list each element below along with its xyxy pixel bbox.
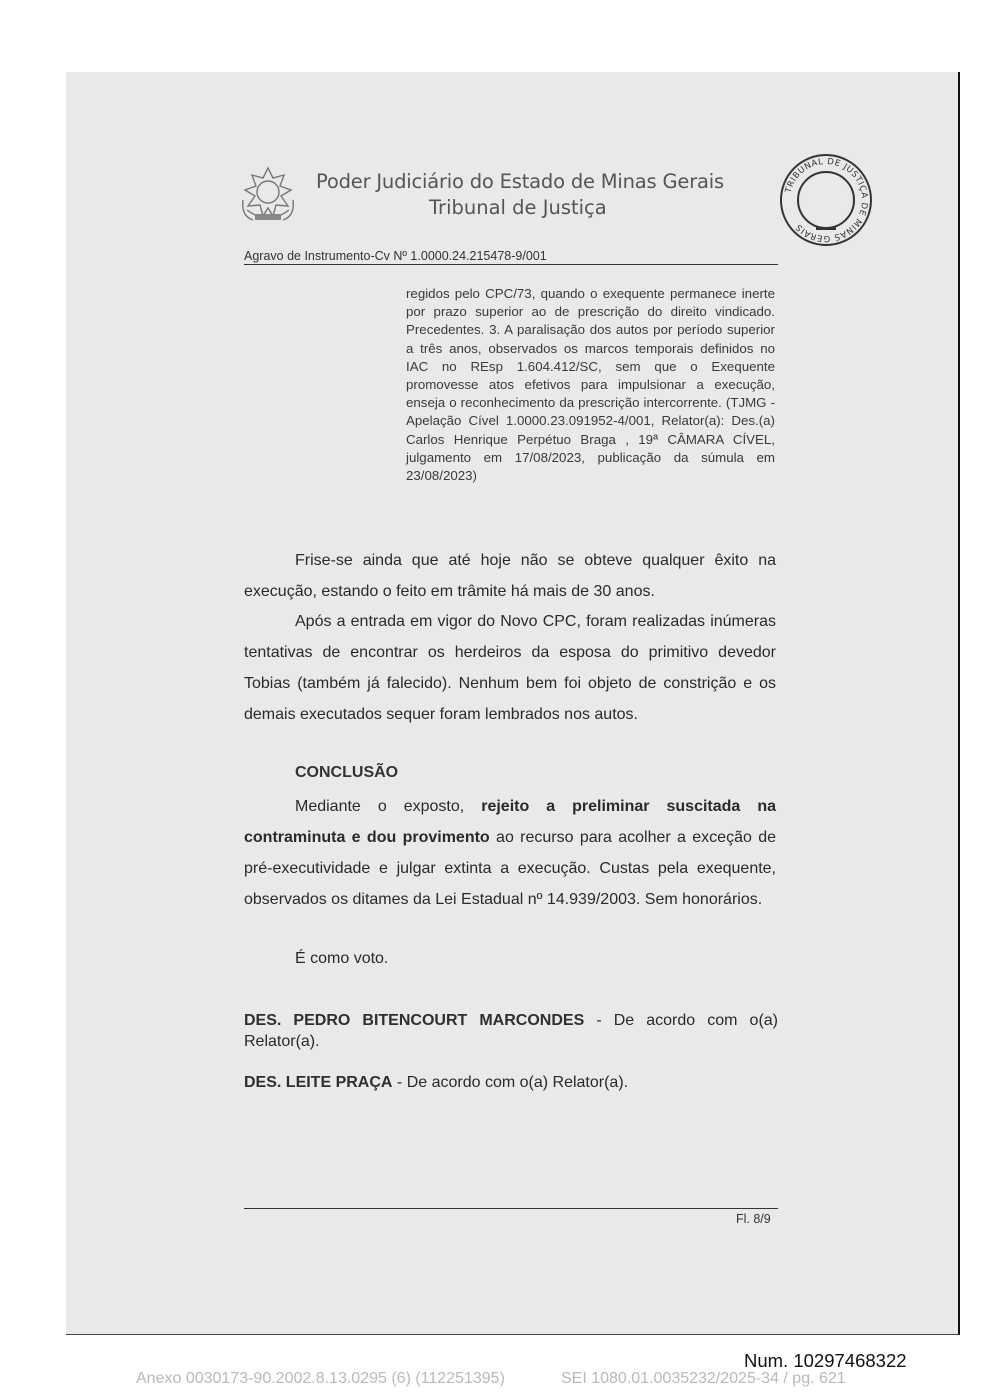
paragraph bbox=[244, 606, 776, 730]
judge-name: DES. PEDRO BITENCOURT MARCONDES bbox=[244, 1012, 585, 1029]
conclusion-paragraph bbox=[244, 791, 776, 915]
svg-text:TRIBUNAL DE JUSTIÇA DE MINAS G bbox=[784, 157, 870, 243]
vote-text: - De acordo com o(a) Relator(a). bbox=[392, 1074, 629, 1091]
seal-text: TRIBUNAL DE JUSTIÇA DE MINAS GERAIS bbox=[783, 156, 870, 244]
document-number: Num. 10297468322 bbox=[744, 1350, 907, 1371]
judge-name: DES. LEITE PRAÇA bbox=[244, 1074, 393, 1091]
process-number: Agravo de Instrumento-Cv Nº 1.0000.24.215478-9/001 bbox=[244, 249, 547, 263]
conclusion-intro: Mediante o exposto, bbox=[295, 798, 482, 815]
vote-text: - De acordo com o(a) Relator(a). bbox=[244, 1012, 779, 1050]
footer-divider bbox=[244, 1208, 778, 1209]
court-title: Poder Judiciário do Estado de Minas Gerais bbox=[316, 170, 724, 193]
page-number: Fl. 8/9 bbox=[736, 1212, 771, 1226]
jurisprudence-citation: regidos pelo CPC/73, quando o exequente permanece inerte por prazo superior ao de prescrição do direito vindicado. Precedentes. 3. A paralisação dos autos por período superior a três anos, observados os marcos temporais definidos no IAC no REsp 1.604.412/SC, sem que o Exequente promovesse atos efetivos para impulsionar a execução, enseja o reconhecimento da prescrição intercorrente. (TJMG - Apelação Cível 1.0000.23.091952-4/001, Relator(a): Des.(a) Carlos Henrique Perpétuo Braga , 19ª CÂMARA CÍVEL, julgamento em 17/08/2023, publicação da súmula em 23/08/2023) bbox=[406, 286, 775, 484]
conclusion-rest: ao recurso para acolher a exceção de pré-executividade e julgar extinta a execução. Custas pela exequente, observados os ditames da Lei Estadual nº 14.939/2003. Sem honorários. bbox=[244, 829, 777, 908]
header-divider bbox=[244, 264, 778, 265]
paragraph bbox=[244, 545, 776, 607]
closing-paragraph bbox=[244, 943, 776, 974]
court-subtitle: Tribunal de Justiça bbox=[429, 196, 607, 219]
judge-vote bbox=[244, 1010, 778, 1052]
paragraph-text: Frise-se ainda que até hoje não se obteve qualquer êxito na execução, estando o feito em trâmite há mais de 30 anos. bbox=[244, 552, 776, 600]
paragraph-text: Após a entrada em vigor do Novo CPC, foram realizadas inúmeras tentativas de encontrar os herdeiros da esposa do primitivo devedor Tobias (também já falecido). Nenhum bem foi objeto de constrição e os demais executados sequer foram lembrados nos autos. bbox=[244, 613, 776, 723]
conclusion-decision: rejeito a preliminar suscitada na contraminuta e dou provimento bbox=[244, 798, 776, 846]
judge-vote bbox=[244, 1072, 778, 1093]
coat-of-arms-icon bbox=[233, 160, 303, 230]
section-title: CONCLUSÃO bbox=[295, 764, 399, 781]
sei-reference: SEI 1080.01.0035232/2025-34 / pg. 621 bbox=[561, 1370, 846, 1387]
annex-reference: Anexo 0030173-90.2002.8.13.0295 (6) (112251395) bbox=[136, 1370, 505, 1387]
tribunal-seal-icon bbox=[779, 153, 873, 247]
closing-text: É como voto. bbox=[295, 950, 389, 967]
